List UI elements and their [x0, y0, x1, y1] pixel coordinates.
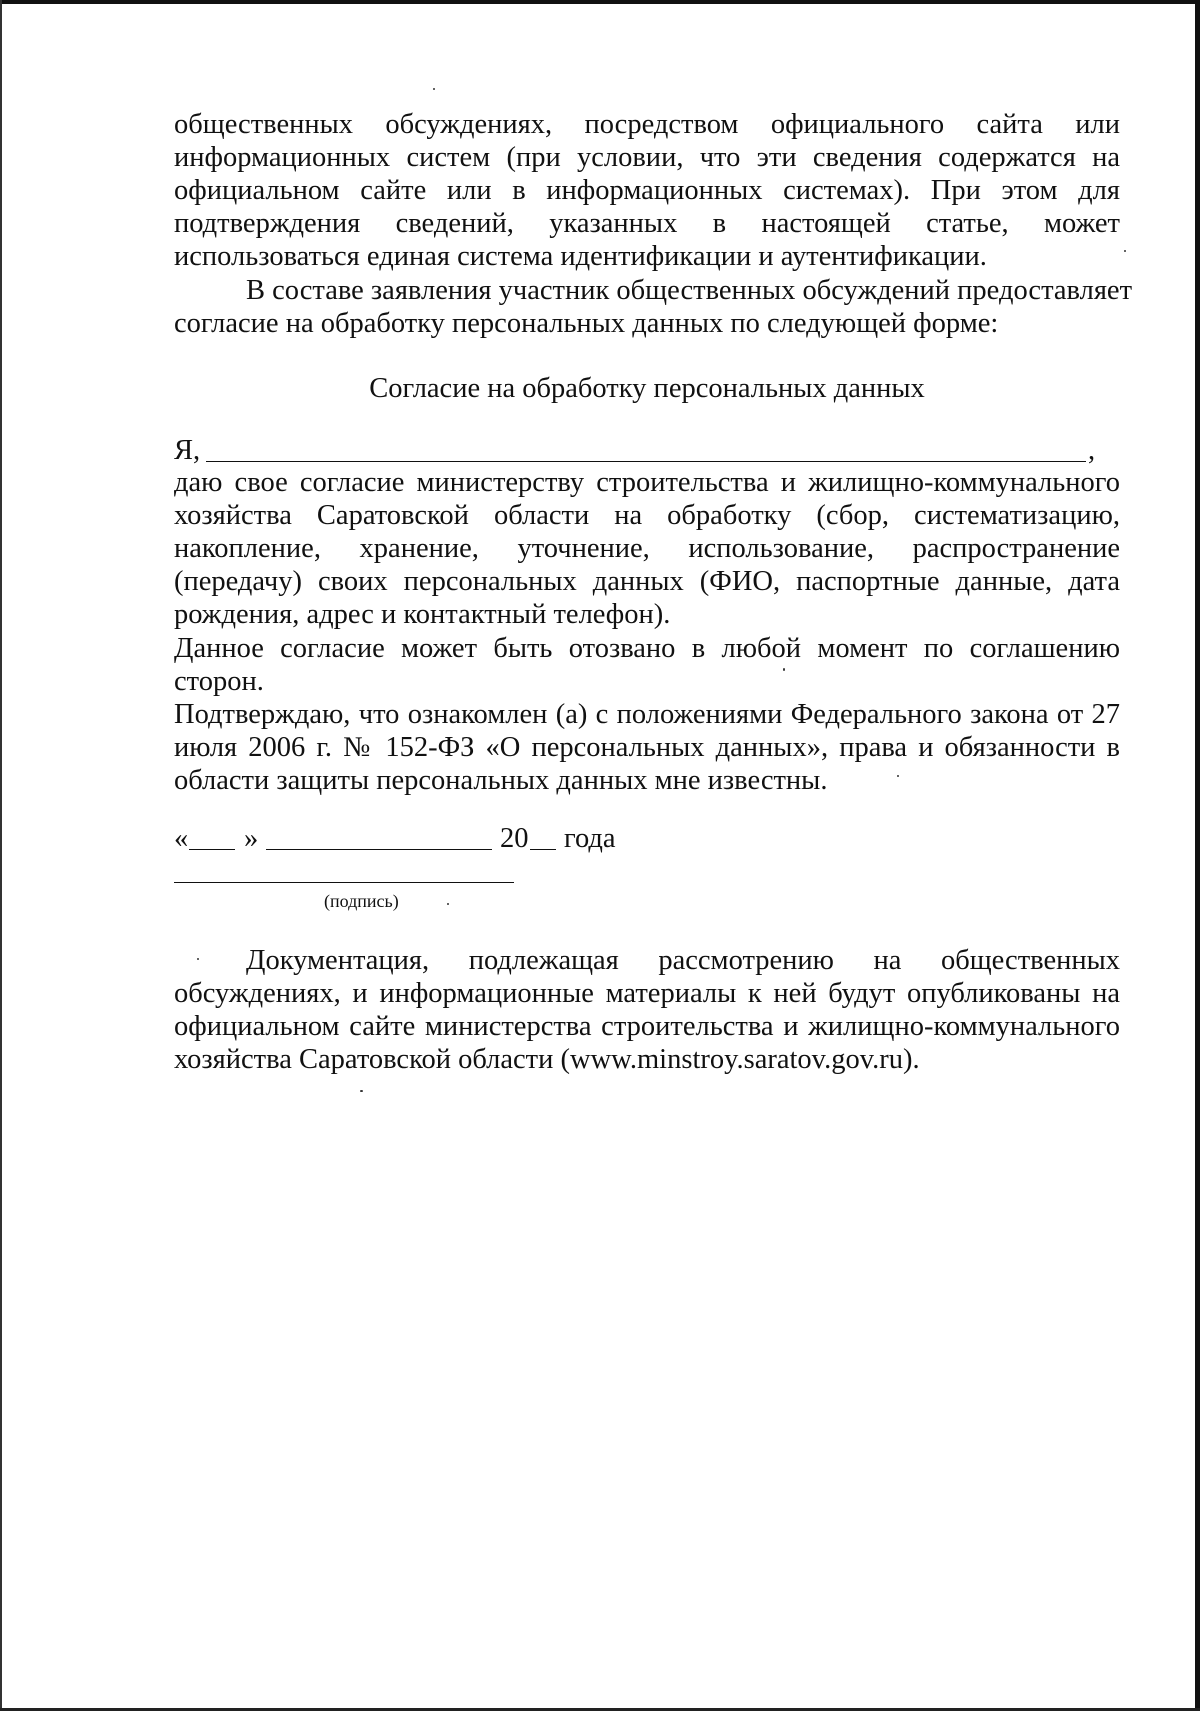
text-line: обсуждениях, и информационные материалы к ней будут опубликованы на: [174, 978, 1120, 1009]
year-suffix: года: [564, 823, 616, 854]
text-line: использоваться единая система идентификации и аутентификации.: [174, 241, 987, 272]
text-line: (передачу) своих персональных данных (ФИО, паспортные данные, дата: [174, 566, 1120, 597]
year-blank-underline: [530, 849, 556, 850]
text-line: июля 2006 г. № 152-ФЗ «О персональных данных», права и обязанности в: [174, 732, 1120, 763]
paragraph-continuation: [174, 108, 1120, 273]
paragraph-consent-intro: [174, 274, 1133, 340]
day-blank-underline: [189, 849, 235, 850]
name-field-line: [174, 434, 1120, 467]
scan-edge-left: [0, 0, 2, 1711]
text-line: хозяйства Саратовской области (www.minstroy.saratov.gov.ru).: [174, 1044, 920, 1075]
text-line: Подтверждаю, что ознакомлен (а) с положениями Федерального закона от 27: [174, 699, 1120, 730]
text-line: Документация, подлежащая рассмотрению на общественных: [246, 945, 1120, 976]
text-line: подтверждения сведений, указанных в настоящей статье, может: [174, 208, 1120, 239]
consent-confirmation: [174, 698, 1120, 797]
scan-edge-top: [0, 0, 1200, 4]
month-blank-underline: [266, 849, 492, 850]
text-line: общественных обсуждениях, посредством официального сайта или: [174, 109, 1120, 140]
text-line: сторон.: [174, 666, 264, 697]
year-prefix: 20: [500, 823, 529, 854]
text-line: согласие на обработку персональных данных по следующей форме:: [174, 308, 999, 339]
scan-edge-right: [1195, 0, 1200, 1711]
date-close-quote: »: [244, 823, 259, 854]
name-blank-underline: [206, 461, 1086, 462]
name-blank-comma: ,: [1088, 435, 1096, 466]
paragraph-documentation: [174, 944, 1120, 1076]
signature-underline: [174, 882, 514, 883]
text-line: даю свое согласие министерству строительства и жилищно-коммунального: [174, 467, 1120, 498]
signature-caption: (подпись): [324, 891, 399, 911]
consent-title: Согласие на обработку персональных данных: [369, 373, 925, 404]
text-line: информационных систем (при условии, что эти сведения содержатся на: [174, 142, 1120, 173]
ya-label: Я,: [174, 435, 201, 466]
text-line: накопление, хранение, уточнение, использование, распространение: [174, 533, 1120, 564]
text-line: области защиты персональных данных мне известны.: [174, 765, 828, 796]
text-line: хозяйства Саратовской области на обработку (сбор, систематизацию,: [174, 500, 1120, 531]
consent-revocation: [174, 632, 1120, 698]
date-open-quote: «: [174, 823, 189, 854]
scan-speck: [1124, 250, 1126, 252]
text-line: рождения, адрес и контактный телефон).: [174, 599, 671, 630]
text-line: Данное согласие может быть отозвано в любой момент по соглашению: [174, 633, 1120, 664]
scan-speck: [360, 1090, 363, 1092]
text-line: официальном сайте министерства строительства и жилищно-коммунального: [174, 1011, 1120, 1042]
date-field-line: [174, 822, 874, 855]
text-line: В составе заявления участник общественных обсуждений предоставляет: [246, 275, 1133, 306]
consent-body: [174, 466, 1120, 631]
text-line: официальном сайте или в информационных системах). При этом для: [174, 175, 1120, 206]
scan-speck: [447, 903, 449, 905]
scan-speck: [433, 88, 435, 90]
